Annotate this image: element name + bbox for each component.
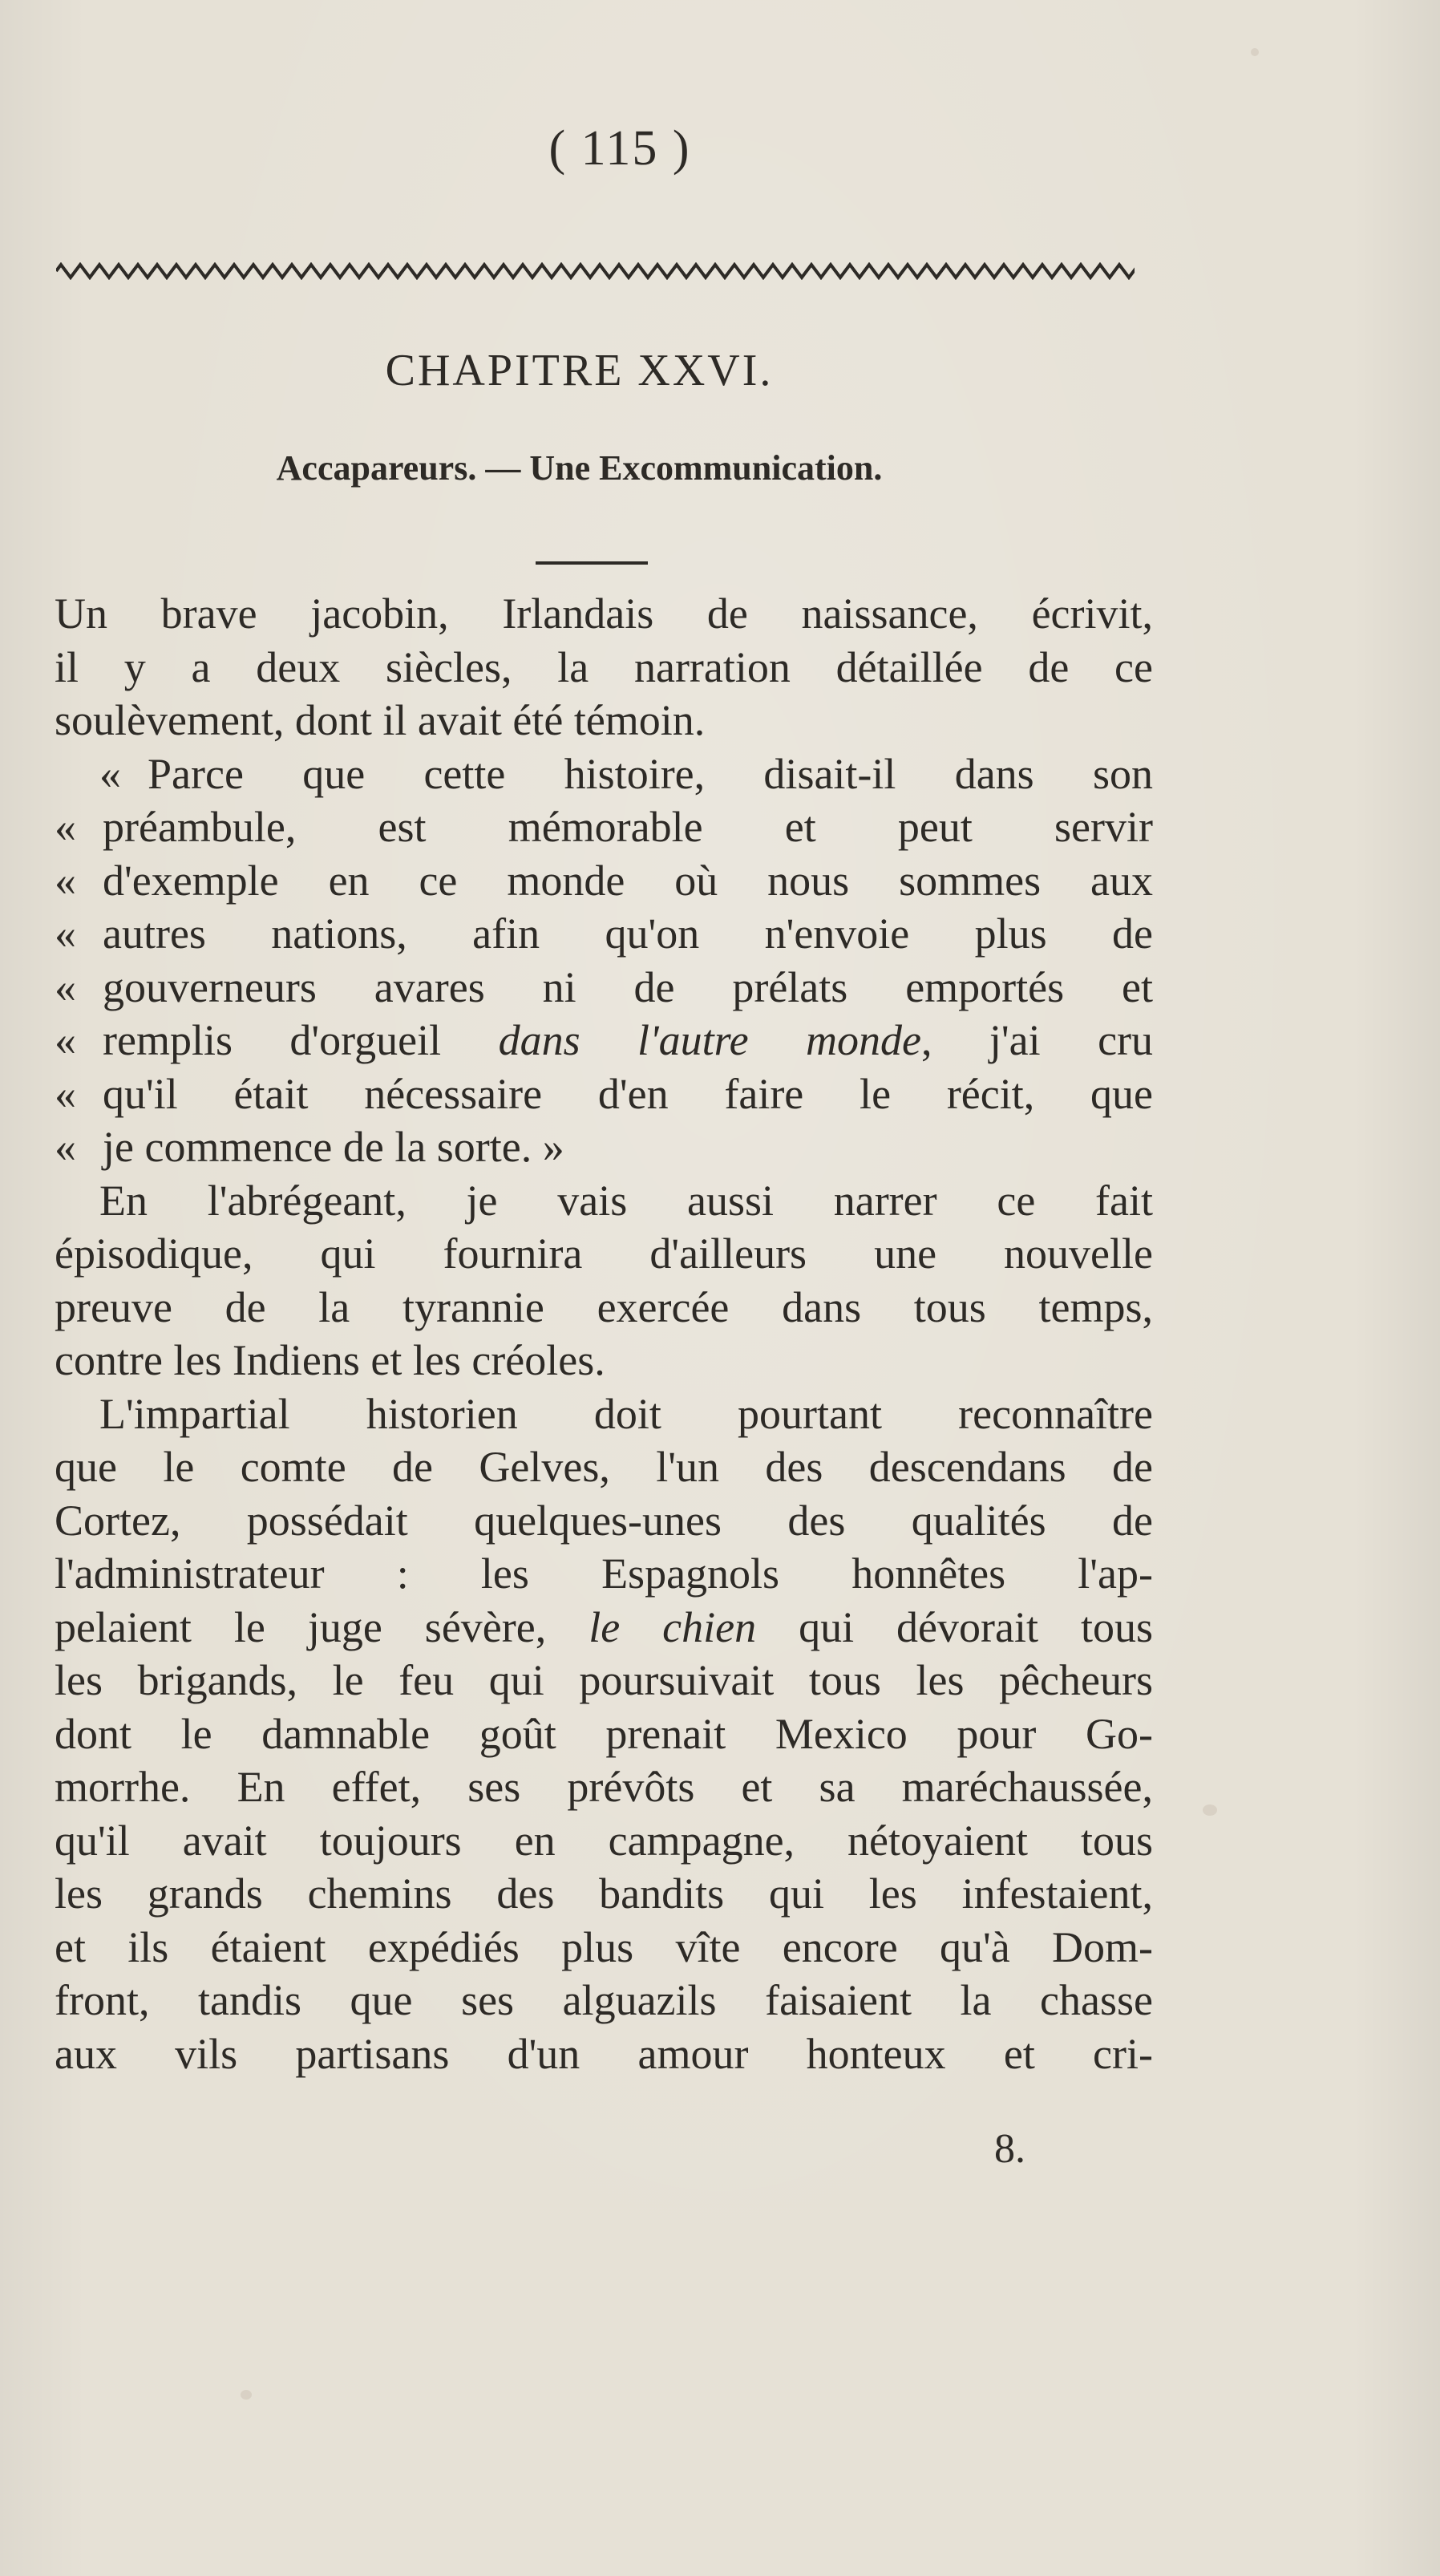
line-text: les grands chemins des bandits qui les infestaient, xyxy=(55,1869,1153,1918)
text-line xyxy=(55,1440,1153,1494)
line-text: soulèvement, dont il avait été témoin. xyxy=(55,696,706,744)
text-line xyxy=(55,1494,1153,1548)
text-line xyxy=(55,800,1153,854)
text-line xyxy=(55,694,1153,747)
line-text: contre les Indiens et les créoles. xyxy=(55,1336,605,1384)
text-line xyxy=(55,1014,1153,1067)
text-line xyxy=(55,1867,1153,1921)
line-text: dont le damnable goût prenait Mexico pour Go- xyxy=(55,1709,1153,1758)
line-text: remplis d'orgueil xyxy=(103,1016,499,1064)
text-line xyxy=(55,1601,1153,1655)
text-line xyxy=(55,641,1153,695)
line-text: Un brave jacobin, Irlandais de naissance, écrivit, xyxy=(55,589,1153,638)
quote-mark: « xyxy=(55,1016,76,1064)
line-text: L'impartial historien doit pourtant reconnaître xyxy=(99,1389,1153,1438)
text-line xyxy=(55,1654,1153,1707)
line-text: autres nations, afin qu'on n'envoie plus de xyxy=(103,909,1153,958)
line-text: Parce que cette histoire, disait-il dans son xyxy=(148,749,1153,798)
line-text: qui dévorait tous xyxy=(756,1602,1153,1651)
line-text: et ils étaient expédiés plus vîte encore qu'à Dom- xyxy=(55,1922,1153,1971)
line-text: préambule, est mémorable et peut servir xyxy=(103,803,1153,851)
line-text: gouverneurs avares ni de prélats emportés et xyxy=(103,962,1153,1011)
line-text: l'administrateur : les Espagnols honnêtes l'ap- xyxy=(55,1549,1153,1598)
foxing-spot xyxy=(241,2390,252,2400)
line-text: qu'il était nécessaire d'en faire le récit, que xyxy=(103,1069,1153,1118)
quote-mark: « xyxy=(55,1069,76,1118)
short-rule xyxy=(536,561,648,565)
line-text: je commence de la sorte. » xyxy=(103,1123,564,1171)
text-line xyxy=(55,1814,1153,1868)
text-line xyxy=(55,1120,1153,1174)
line-text: pelaient le juge sévère, xyxy=(55,1602,589,1651)
line-text: morrhe. En effet, ses prévôts et sa maréchaussée, xyxy=(55,1763,1153,1811)
text-line xyxy=(55,1760,1153,1814)
text-line xyxy=(55,1547,1153,1601)
text-line xyxy=(55,1281,1153,1335)
line-text: Cortez, possédait quelques-unes des qualités de xyxy=(55,1496,1153,1545)
text-line xyxy=(55,1707,1153,1761)
quote-mark: « xyxy=(55,1123,76,1171)
foxing-spot xyxy=(1203,1804,1217,1816)
text-line xyxy=(55,1387,1153,1441)
signature-mark: 8. xyxy=(994,2126,1025,2172)
text-line xyxy=(55,961,1153,1015)
quote-mark: « xyxy=(55,803,76,851)
body-text xyxy=(55,587,1153,2080)
text-line xyxy=(55,2027,1153,2081)
quote-mark: « xyxy=(99,749,121,798)
text-line xyxy=(55,1334,1153,1387)
page-number-header: ( 115 ) xyxy=(548,121,691,176)
chapter-title: CHAPITRE XXVI. xyxy=(385,346,774,395)
line-text: preuve de la tyrannie exercée dans tous temps, xyxy=(55,1282,1153,1331)
line-text: qu'il avait toujours en campagne, nétoyaient tous xyxy=(55,1816,1153,1865)
text-line xyxy=(55,1227,1153,1281)
text-line xyxy=(55,1974,1153,2027)
line-text: épisodique, qui fournira d'ailleurs une nouvelle xyxy=(55,1229,1153,1278)
line-text: aux vils partisans d'un amour honteux et cri- xyxy=(55,2029,1153,2078)
text-line xyxy=(55,587,1153,641)
text-line xyxy=(55,854,1153,908)
quote-mark: « xyxy=(55,962,76,1011)
text-line xyxy=(55,747,1153,801)
line-text: il y a deux siècles, la narration détaillée de ce xyxy=(55,642,1153,691)
foxing-spot xyxy=(1251,48,1259,56)
text-line xyxy=(55,1067,1153,1121)
line-text: , j'ai cru xyxy=(920,1016,1154,1064)
italic-phrase: le chien xyxy=(589,1602,757,1651)
quote-mark: « xyxy=(55,909,76,958)
line-text: que le comte de Gelves, l'un des descendans de xyxy=(55,1443,1153,1491)
line-text: les brigands, le feu qui poursuivait tous les pêcheurs xyxy=(55,1656,1153,1704)
ornamental-rule xyxy=(56,262,1135,280)
line-text: d'exemple en ce monde où nous sommes aux xyxy=(103,856,1153,905)
text-line xyxy=(55,1921,1153,1975)
quote-mark: « xyxy=(55,856,76,905)
text-line xyxy=(55,1174,1153,1228)
italic-phrase: dans l'autre monde xyxy=(498,1016,921,1064)
line-text: front, tandis que ses alguazils faisaient la chasse xyxy=(55,1976,1153,2024)
chapter-subtitle: Accapareurs. — Une Excommunication. xyxy=(276,448,883,488)
text-line xyxy=(55,907,1153,961)
line-text: En l'abrégeant, je vais aussi narrer ce fait xyxy=(99,1176,1153,1225)
